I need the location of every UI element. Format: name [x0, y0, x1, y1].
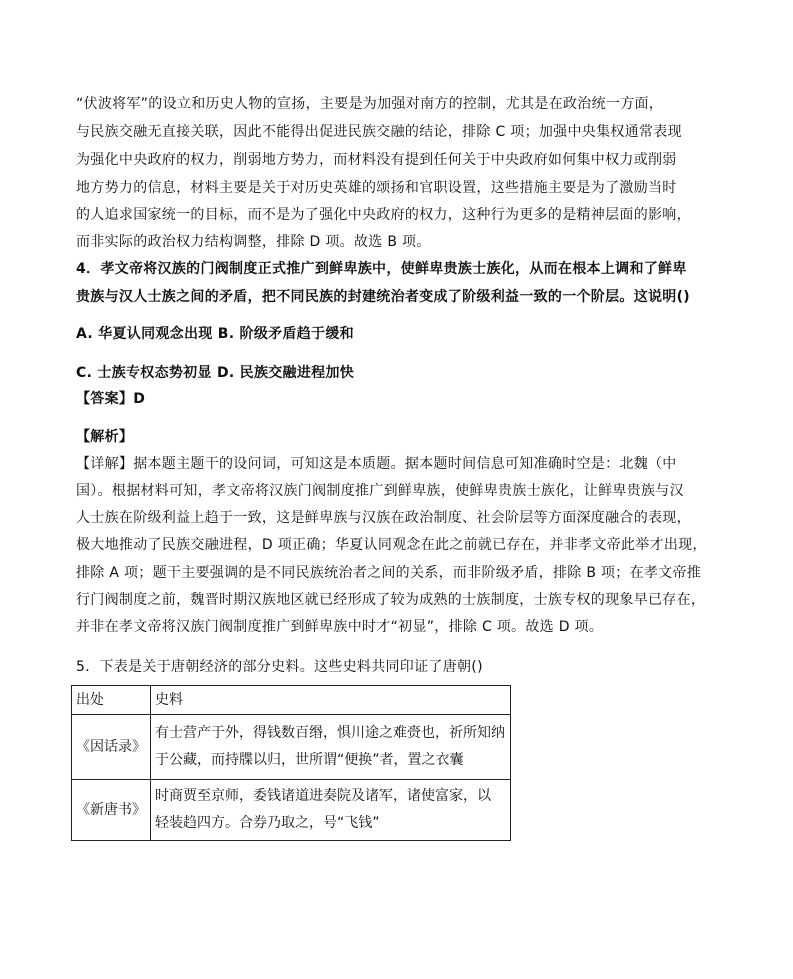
- material-line: 时商贾至京师，委钱诸道进奏院及诸军，诸使富家，以: [155, 788, 491, 804]
- table-header-row: [72, 686, 511, 715]
- explanation-line: “伏波将军”的设立和历史人物的宣扬，主要是为加强对南方的控制，尤其是在政治统一方面，: [76, 96, 664, 112]
- material-line: 于公藏，而持牒以归，世所谓“便换”者，置之衣囊: [155, 752, 464, 768]
- explanation-line: 为强化中央政府的权力，削弱地方势力，而材料没有提到任何关于中央政府如何集中权力或削弱: [76, 152, 677, 168]
- material-line: 有士营产于外，得钱数百缗，惧川途之难赍也，祈所知纳: [155, 725, 505, 741]
- table-cell-source: 《新唐书》: [72, 780, 151, 841]
- question-4-stem: 4．孝文帝将汉族的门阀制度正式推广到鲜卑族中，使鲜卑贵族士族化，从而在根本上调和了鲜卑: [76, 261, 687, 277]
- material-line: 轻装趋四方。合券乃取之，号“飞钱”: [155, 815, 380, 831]
- question-4-analysis-label: 【解析】: [76, 429, 134, 445]
- table-cell-material: [151, 780, 511, 841]
- question-4-detail-line: 排除 A 项；题干主要强调的是不同民族统治者之间的关系，而非阶级矛盾，排除 B 项；在孝文帝推: [76, 565, 702, 581]
- explanation-line: 而非实际的政治权力结构调整，排除 D 项。故选 B 项。: [76, 234, 431, 250]
- table-cell-source: 《因话录》: [72, 715, 151, 780]
- question-4-detail-line: 【详解】据本题主题干的设问词，可知这是本质题。据本题时间信息可知准确时空是：北魏（中: [76, 456, 677, 472]
- question-4-answer: 【答案】D: [76, 391, 146, 407]
- question-5-stem: 5．下表是关于唐朝经济的部分史料。这些史料共同印证了唐朝(): [76, 659, 483, 675]
- question-4-detail-line: 国）。根据材料可知，孝文帝将汉族门阀制度推广到鲜卑族，使鲜卑贵族士族化，让鲜卑贵族与汉: [76, 483, 684, 499]
- question-4-options-ab: A. 华夏认同观念出现 B. 阶级矛盾趋于缓和: [76, 326, 354, 342]
- explanation-line: 地方势力的信息，材料主要是关于对历史英雄的颂扬和官职设置，这些措施主要是为了激励当时: [76, 180, 677, 196]
- table-header-material: 史料: [151, 686, 511, 715]
- question-4-detail-line: 行门阀制度之前，魏晋时期汉族地区就已经形成了较为成熟的士族制度，士族专权的现象早已存在，: [76, 592, 706, 608]
- question-4-options-cd: C. 士族专权态势初显 D. 民族交融进程加快: [76, 365, 355, 381]
- table-header-source: 出处: [72, 686, 151, 715]
- question-4-detail-line: 人士族在阶级利益上趋于一致，这是鲜卑族与汉族在政治制度、社会阶层等方面深度融合的表现，: [76, 510, 691, 526]
- historical-sources-table: [71, 685, 511, 841]
- question-4-detail-line: 并非在孝文帝将汉族门阀制度推广到鲜卑族中时才“初显”，排除 C 项。故选 D 项。: [76, 619, 604, 635]
- question-4-stem: 贵族与汉人士族之间的矛盾，把不同民族的封建统治者变成了阶级利益一致的一个阶层。这说明(): [76, 289, 690, 305]
- explanation-line: 的人追求国家统一的目标，而不是为了强化中央政府的权力，这种行为更多的是精神层面的影响，: [76, 207, 691, 223]
- table-row: [72, 715, 511, 780]
- explanation-line: 与民族交融无直接关联，因此不能得出促进民族交融的结论，排除 C 项；加强中央集权通常表现: [76, 124, 682, 140]
- table-row: [72, 780, 511, 841]
- question-4-detail-line: 极大地推动了民族交融进程，D 项正确；华夏认同观念在此之前就已存在，并非孝文帝此举才出现，: [76, 537, 707, 553]
- table-cell-material: [151, 715, 511, 780]
